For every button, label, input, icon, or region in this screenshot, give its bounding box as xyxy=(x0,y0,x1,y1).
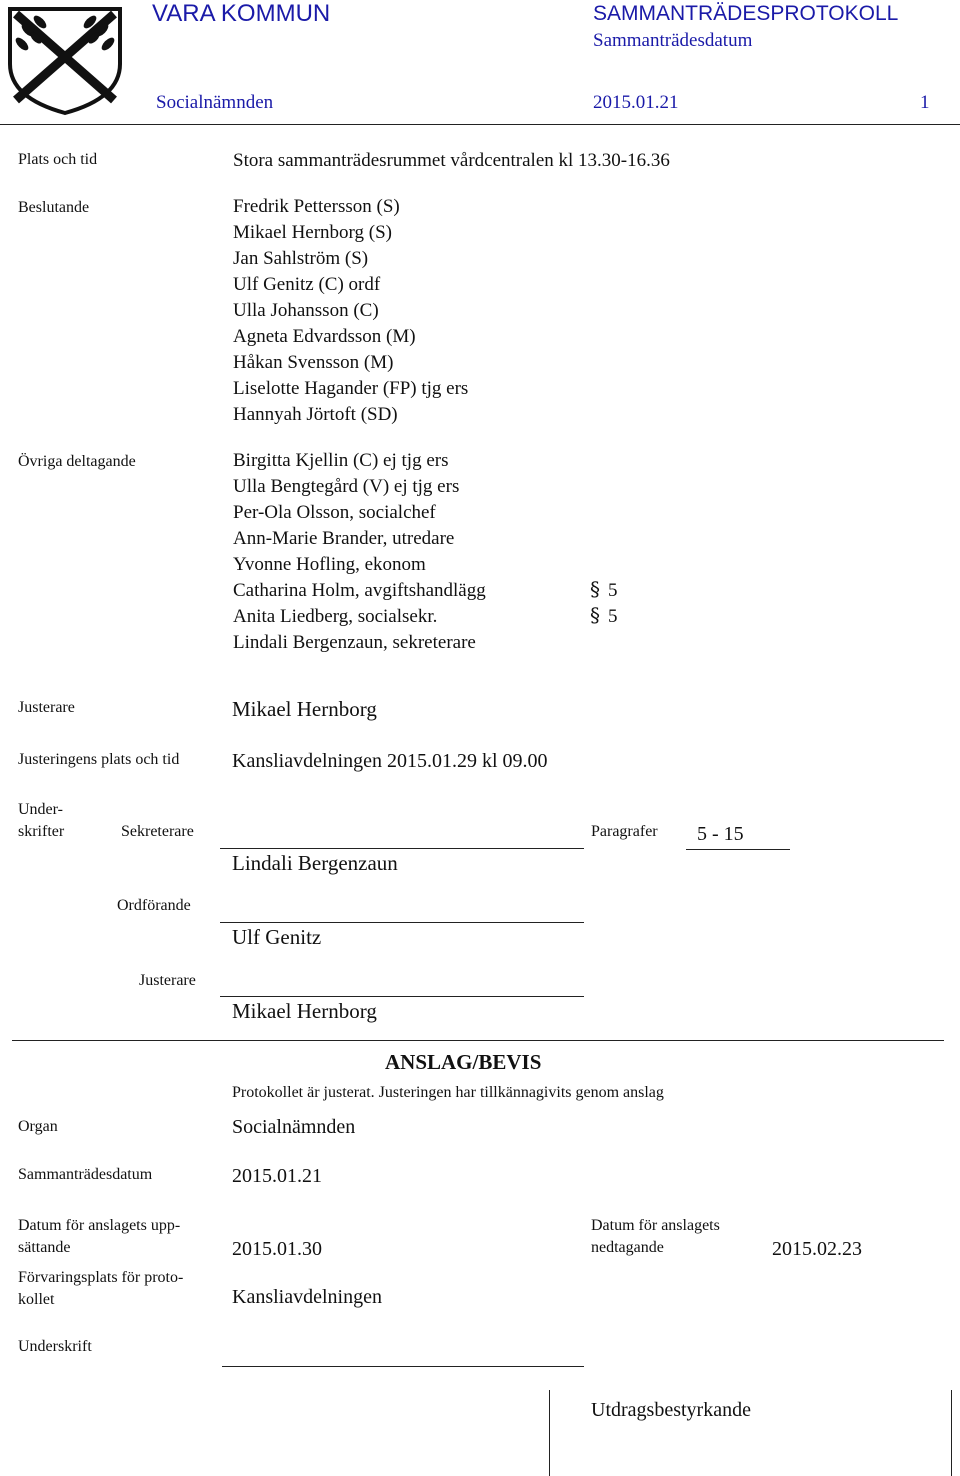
section-sign-2: § xyxy=(590,603,600,627)
adjustment-place-label: Justeringens plats och tid xyxy=(18,751,180,768)
storage-label-line2: kollet xyxy=(18,1291,55,1308)
decider-item: Liselotte Hagander (FP) tjg ers xyxy=(233,378,469,399)
posted-date-value: 2015.01.30 xyxy=(232,1238,322,1260)
organ-label: Organ xyxy=(18,1118,58,1135)
notice-divider xyxy=(12,1040,944,1041)
secretary-label: Sekreterare xyxy=(121,823,194,840)
decider-item: Ulla Johansson (C) xyxy=(233,300,379,321)
section-sign-1: § xyxy=(590,577,600,601)
document-type: SAMMANTRÄDESPROTOKOLL xyxy=(593,2,899,25)
notice-date-label: Sammanträdesdatum xyxy=(18,1166,153,1183)
notice-title: ANSLAG/BEVIS xyxy=(385,1050,542,1074)
others-paragraph-1: 5 xyxy=(608,580,618,601)
storage-value: Kansliavdelningen xyxy=(232,1286,382,1308)
others-paragraph-2: 5 xyxy=(608,606,618,627)
participant-item: Ann-Marie Brander, utredare xyxy=(233,528,455,549)
adjuster-signature-line xyxy=(220,996,584,997)
adjuster-value: Mikael Hernborg xyxy=(232,697,377,721)
decider-item: Mikael Hernborg (S) xyxy=(233,222,393,243)
sign-adjuster-label: Justerare xyxy=(139,972,196,989)
removed-date-label-line1: Datum för anslagets xyxy=(591,1217,720,1234)
removed-date-value: 2015.02.23 xyxy=(772,1238,862,1260)
secretary-signature-line xyxy=(220,848,584,849)
decider-item: Fredrik Pettersson (S) xyxy=(233,196,400,217)
header-divider xyxy=(0,124,960,125)
storage-label-line1: Förvaringsplats för proto- xyxy=(18,1269,184,1286)
page-number: 1 xyxy=(920,92,930,113)
secretary-name: Lindali Bergenzaun xyxy=(232,851,398,875)
signature-label: Underskrift xyxy=(18,1338,92,1355)
decider-item: Hannyah Jörtoft (SD) xyxy=(233,404,398,425)
header-date-label: Sammanträdesdatum xyxy=(593,30,753,51)
place-value: Stora sammanträdesrummet vårdcentralen kl 13.30-16.36 xyxy=(233,150,670,171)
signatures-label-line2: skrifter xyxy=(18,823,65,840)
chair-name: Ulf Genitz xyxy=(232,925,322,949)
extract-label: Utdragsbestyrkande xyxy=(591,1399,751,1421)
municipality-name: VARA KOMMUN xyxy=(152,0,331,27)
participant-item: Ulla Bengtegård (V) ej tjg ers xyxy=(233,476,460,497)
deciders-list xyxy=(233,194,468,428)
participant-item: Birgitta Kjellin (C) ej tjg ers xyxy=(233,450,449,471)
notice-signature-line xyxy=(222,1366,584,1367)
adjuster-label: Justerare xyxy=(18,699,75,716)
footer-left-rule xyxy=(549,1390,550,1476)
others-list xyxy=(233,448,486,656)
removed-date-label-line2: nedtagande xyxy=(591,1239,664,1256)
decider-item: Ulf Genitz (C) ordf xyxy=(233,274,381,295)
adjuster-name: Mikael Hernborg xyxy=(232,999,377,1023)
adjustment-place-value: Kansliavdelningen 2015.01.29 kl 09.00 xyxy=(232,750,548,772)
notice-date-value: 2015.01.21 xyxy=(232,1165,322,1187)
place-label: Plats och tid xyxy=(18,151,98,168)
posted-date-label-line2: sättande xyxy=(18,1239,71,1256)
notice-statement: Protokollet är justerat. Justeringen har tillkännagivits genom anslag xyxy=(232,1084,664,1101)
header-organ: Socialnämnden xyxy=(156,92,274,113)
decider-item: Håkan Svensson (M) xyxy=(233,352,394,373)
signatures-label-line1: Under- xyxy=(18,801,63,818)
participant-item: Lindali Bergenzaun, sekreterare xyxy=(233,632,476,653)
vara-coat-of-arms-icon xyxy=(6,6,124,116)
chair-label: Ordförande xyxy=(117,897,191,914)
others-label: Övriga deltagande xyxy=(18,453,136,470)
paragraphs-line xyxy=(686,849,790,850)
chair-signature-line xyxy=(220,922,584,923)
decider-item: Jan Sahlström (S) xyxy=(233,248,369,269)
footer-right-rule xyxy=(951,1390,952,1476)
participant-item: Anita Liedberg, socialsekr. xyxy=(233,606,438,627)
paragraphs-label: Paragrafer xyxy=(591,823,658,840)
organ-value: Socialnämnden xyxy=(232,1116,356,1138)
posted-date-label-line1: Datum för anslagets upp- xyxy=(18,1217,181,1234)
header-date: 2015.01.21 xyxy=(593,92,679,113)
decider-item: Agneta Edvardsson (M) xyxy=(233,326,416,347)
coat-of-arms-logo xyxy=(6,6,124,116)
deciders-label: Beslutande xyxy=(18,199,90,216)
participant-item: Catharina Holm, avgiftshandlägg xyxy=(233,580,486,601)
participant-item: Per-Ola Olsson, socialchef xyxy=(233,502,436,523)
participant-item: Yvonne Hofling, ekonom xyxy=(233,554,426,575)
paragraphs-value: 5 - 15 xyxy=(697,823,744,845)
